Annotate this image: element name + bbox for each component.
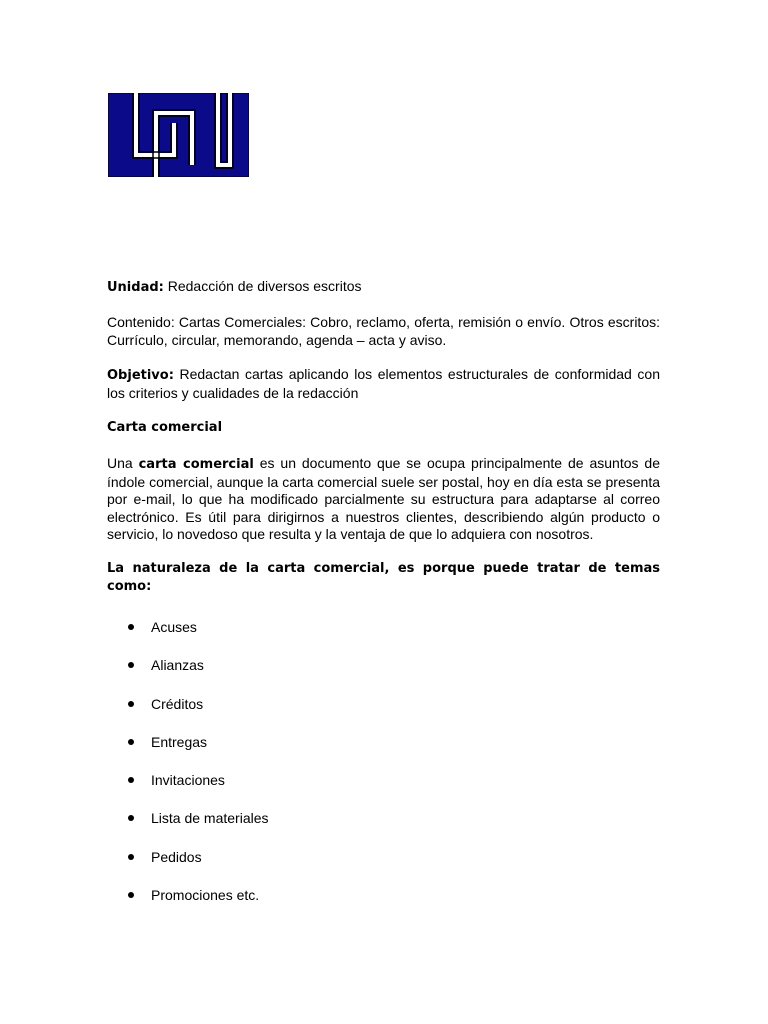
list-item bbox=[128, 618, 528, 656]
unidad-line bbox=[107, 278, 660, 296]
bullet-icon bbox=[128, 854, 134, 860]
list-item-text: Alianzas bbox=[151, 657, 204, 674]
definition-paragraph bbox=[107, 455, 660, 543]
naturaleza-title: La naturaleza de la carta comercial, es porque puede tratar de temas como: bbox=[107, 561, 660, 594]
list-item bbox=[128, 886, 528, 924]
objetivo-label: Objetivo: bbox=[107, 368, 174, 384]
list-item bbox=[128, 771, 528, 809]
definition-prefix: Una bbox=[107, 455, 139, 472]
list-item-text: Invitaciones bbox=[151, 772, 225, 789]
list-item bbox=[128, 848, 528, 886]
bullet-icon bbox=[128, 892, 134, 898]
list-item-text: Lista de materiales bbox=[151, 810, 269, 827]
temas-list bbox=[128, 618, 528, 924]
uni-logo-image bbox=[108, 93, 249, 177]
bullet-icon bbox=[128, 777, 134, 783]
document-content bbox=[107, 278, 660, 595]
list-item bbox=[128, 656, 528, 694]
list-item bbox=[128, 809, 528, 847]
objetivo-paragraph bbox=[107, 366, 660, 402]
bullet-icon bbox=[128, 662, 134, 668]
list-item-text: Acuses bbox=[151, 619, 197, 635]
list-item-text: Entregas bbox=[151, 733, 208, 750]
objetivo-text: Redactan cartas aplicando los elementos estructurales de conformidad con los criterios y cualidades de la redacción bbox=[107, 366, 660, 401]
list-item bbox=[128, 733, 528, 771]
university-logo bbox=[108, 93, 249, 177]
section-title: Carta comercial bbox=[107, 420, 223, 436]
contenido-paragraph: Contenido: Cartas Comerciales: Cobro, reclamo, oferta, remisión o envío. Otros escritos: Currículo, circular, memorando, agenda – acta y aviso. bbox=[107, 314, 660, 348]
unidad-text: Redacción de diversos escritos bbox=[163, 278, 362, 294]
bullet-icon bbox=[128, 815, 134, 821]
bullet-icon bbox=[128, 739, 134, 745]
definition-bold-term: carta comercial bbox=[138, 457, 254, 473]
list-item-text: Créditos bbox=[151, 695, 204, 712]
list-item bbox=[128, 695, 528, 733]
list-item-text: Promociones etc. bbox=[151, 887, 260, 904]
unidad-label: Unidad: bbox=[107, 280, 164, 295]
bullet-icon bbox=[128, 701, 134, 707]
list-item-text: Pedidos bbox=[151, 848, 202, 865]
bullet-icon bbox=[128, 624, 134, 630]
definition-rest: es un documento que se ocupa principalmente de asuntos de índole comercial, aunque la carta comercial suele ser postal, hoy en día esta se presenta por e-mail, lo que ha modificado parcialmente su estructura para adaptarse al correo electrónico. Es útil para dirigirnos a nuestros clientes, describiendo algún producto o servicio, lo novedoso que resulta y la ventaja de que lo adquiera con nosotros. bbox=[107, 455, 660, 543]
